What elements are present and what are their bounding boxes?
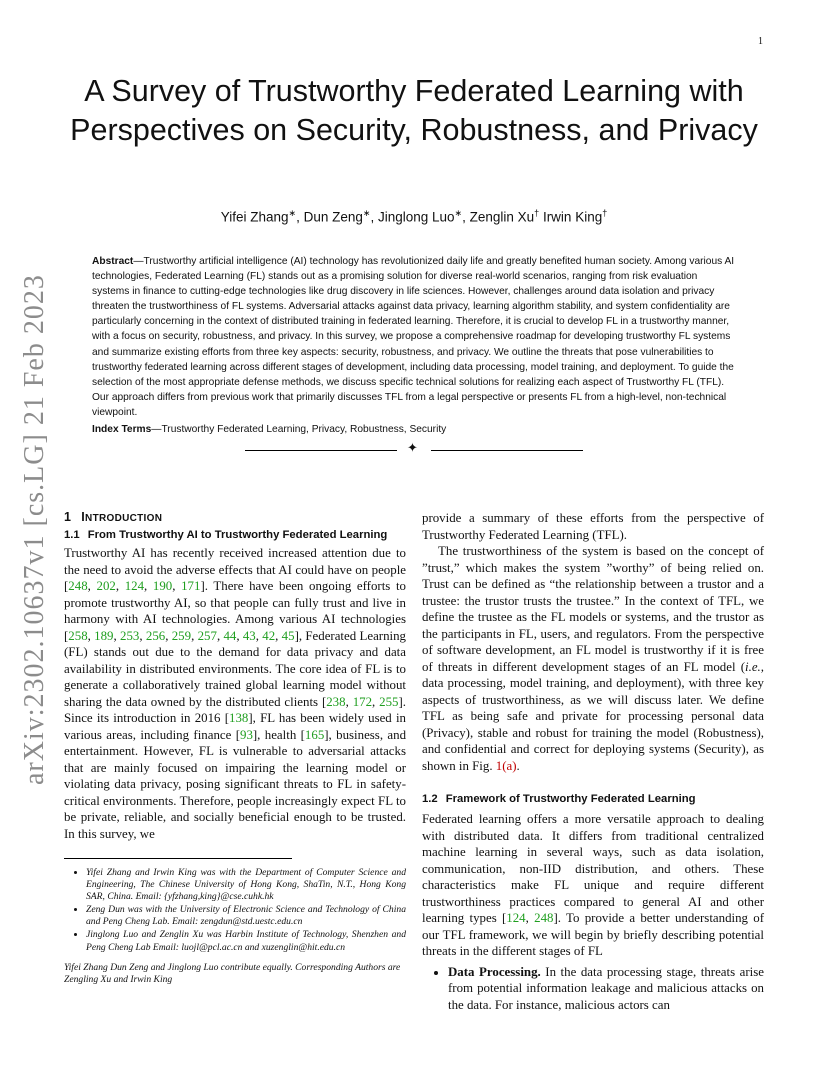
- body-text-run: The trustworthiness of the system is based on the concept of ”trust,” which makes the system ”worthy” of being relied on. Trust can be defined as “the relationship between a trustor and a trustee: the trustor trusts the trustee.” In the context of TFL, we define the trustee as the FL models or systems, and the trustor as the participants in FL, users, and regulators. From the perspective of software development, an FL model is trustworthy if it is free of threats in different development stages of an FL model (: [422, 544, 764, 674]
- citation-link[interactable]: 124: [124, 579, 145, 593]
- paper-title: A Survey of Trustworthy Federated Learning with Perspectives on Security, Robustness, and Privacy: [70, 74, 758, 147]
- index-terms-label: Index Terms: [92, 424, 152, 435]
- body-text-run: ,: [113, 628, 121, 643]
- divider-line-left: [245, 450, 397, 451]
- bullet-text: In the data processing stage, threats arise from potential information leakage and malicious attacks on the data. For instance, malicious actors can: [448, 964, 764, 1012]
- citation-link[interactable]: 248: [534, 911, 554, 925]
- subsection-title: Framework of Trustworthy Federated Learning: [445, 793, 696, 805]
- citation-link[interactable]: 248: [68, 579, 88, 593]
- body-text-run: ,: [115, 579, 125, 593]
- body-text-run: Federated learning offers a more versatile approach to dealing with distributed data. It differs from traditional centralized machine learning in several ways, such as data isolation, communication, non-IID distribution, and others. These characteristics make FL unique and require different trustworthiness practices compared to general AI and other learning types [: [422, 812, 764, 925]
- footnote-list: [64, 867, 406, 954]
- body-text-run: ,: [255, 628, 263, 643]
- section-1-heading: [64, 510, 406, 524]
- footnote-item: • Yifei Zhang and Irwin King was with the Department of Computer Science and Engineering, The Chinese University of Hong Kong, ShaTin, N.T., Hong Kong SAR, China. Email: {yfzhang,king}@cse.cuhk.hk: [86, 867, 406, 903]
- body-text-run: ], health [: [252, 727, 305, 742]
- section-divider: [245, 441, 583, 456]
- author-affiliation-mark: ∗: [454, 208, 463, 218]
- figure-reference-link[interactable]: 1(a): [495, 758, 517, 773]
- body-text-run: .: [516, 758, 520, 773]
- intro-paragraph: [64, 545, 406, 842]
- citation-link[interactable]: 259: [171, 628, 192, 643]
- body-text-run: ,: [345, 694, 353, 709]
- body-text-run: ], FL has been widely used in various areas, including finance [: [64, 711, 406, 742]
- author-name: Dun Zeng: [303, 209, 363, 225]
- footnote-item: • Zeng Dun was with the University of Electronic Science and Technology of China and Peng Cheng Lab. Email: zengdun@std.uestc.edu.cn: [86, 904, 406, 928]
- arxiv-stamp: arXiv:2302.10637v1 [cs.LG] 21 Feb 2023: [19, 274, 50, 786]
- footnote-item: • Jinglong Luo and Zenglin Xu was Harbin Institute of Technology, Shenzhen and Peng Cheng Lab Email: luojl@pcl.ac.cn and xuzenglin@hit.edu.cn: [86, 929, 406, 953]
- intro-paragraph-continued: provide a summary of these efforts from the perspective of Trustworthy Federated Learning (TFL).: [422, 511, 764, 542]
- subsection-1-2-heading: [422, 792, 764, 807]
- index-terms: [92, 422, 735, 437]
- body-text-run: ,: [139, 628, 146, 643]
- equal-contribution-note: Yifei Zhang Dun Zeng and Jinglong Luo contribute equally. Corresponding Authors are Zengling Xu and Irwin King: [64, 961, 401, 985]
- citation-link[interactable]: 202: [96, 579, 116, 593]
- body-text-run: ,: [525, 911, 535, 925]
- right-column: [422, 510, 764, 1013]
- citation-link[interactable]: 190: [152, 579, 173, 593]
- body-text-run: ,: [172, 579, 182, 593]
- citation-link[interactable]: 45: [281, 628, 295, 643]
- body-text-run: ], business, and entertainment. However, FL is vulnerable to adversarial attacks that are mainly focused on impairing the learning model or violating data privacy, posing significant threats to FL in safety-critical environments. Therefore, people increasingly expect FL to be private, reliable, and socially beneficial enough to be trusted. In this survey, we: [64, 727, 407, 841]
- page-number: 1: [758, 36, 763, 47]
- body-text-run: ]. Since its introduction in 2016 [: [64, 694, 406, 725]
- citation-link[interactable]: 138: [229, 711, 249, 725]
- abstract: [92, 254, 735, 420]
- citation-link[interactable]: 255: [379, 694, 399, 709]
- author-affiliation-mark: ∗: [288, 208, 297, 218]
- author-name: Zenglin Xu: [469, 209, 535, 225]
- body-text-run: ,: [87, 579, 97, 593]
- abstract-text: —Trustworthy artificial intelligence (AI) technology has revolutionized daily life and greatly benefited human society. Among various AI technologies, Federated Learning (FL) stands out as a promising solution for diverse real-world scenarios, ranging from risk evaluation systems in finance to cutting-edge technologies like drug discovery in life sciences. However, challenges around data isolation and privacy threaten the trustworthiness of FL systems. Adversarial attacks against data privacy, learning algorithm stability, and system confidentiality are particularly concerning in the context of distributed training in federated learning. Therefore, it is crucial to develop FL in a trustworthy manner, with a focus on security, robustness, and privacy. In this survey, we propose a comprehensive roadmap for developing trustworthy FL systems and summarize existing efforts from three key aspects: security, robustness, and privacy. We outline the threats that pose vulnerabilities to trustworthy federated learning across different stages of development, including data processing, model training, and deployment. To guide the selection of the most appropriate defense methods, we discuss specific technical solutions for realizing each aspect of Trustworthy FL (TFL). Our approach differs from previous work that primarily discusses TFL from a legal perspective or presents FL from a high-level, non-technical viewpoint.: [92, 256, 735, 418]
- body-text-run: ,: [275, 628, 282, 643]
- citation-link[interactable]: 238: [326, 694, 346, 709]
- author-name: Yifei Zhang: [220, 209, 289, 225]
- divider-line-right: [431, 450, 583, 451]
- citation-link[interactable]: 165: [304, 727, 325, 742]
- abstract-label: Abstract: [92, 256, 134, 267]
- citation-link[interactable]: 42: [262, 628, 276, 643]
- left-column: [64, 510, 406, 986]
- framework-paragraph: [422, 811, 764, 960]
- author-list: Yifei Zhang∗, Dun Zeng∗, Jinglong Luo∗, Zenglin Xu† Irwin King†: [220, 208, 608, 225]
- citation-link[interactable]: 93: [240, 727, 253, 742]
- italic-text: i.e.,: [745, 659, 764, 674]
- body-text-run: ,: [87, 628, 95, 643]
- citation-link[interactable]: 43: [242, 628, 256, 643]
- body-text-run: ], Federated Learning (FL) stands out due to the demand for data privacy and data availability in distributed environments. The core idea of FL is to generate a collaboratively trained global learning model without sharing the data owned by the distributed clients [: [64, 628, 406, 709]
- stage-bullet-item: [448, 964, 764, 1014]
- citation-link[interactable]: 257: [197, 628, 217, 643]
- citation-link[interactable]: 44: [223, 628, 237, 643]
- author-affiliation-mark: †: [534, 208, 540, 218]
- body-text-run: data processing, model training, and deployment), with three key aspects of trustworthiness, as we will discuss later. We define TFL as being safe and private for processing personal data (Privacy), stable and robust for training the model (Robustness), and confidential and correct for deploying systems (Security), as shown in Fig.: [422, 676, 764, 773]
- body-text-run: ,: [372, 694, 380, 709]
- footnote-rule: [64, 858, 292, 859]
- body-text-run: ,: [165, 628, 172, 643]
- author-affiliation-mark: ∗: [362, 208, 371, 218]
- subsection-number: 1.2: [422, 793, 438, 805]
- citation-link[interactable]: 256: [145, 628, 166, 643]
- section-title-first-letter: I: [81, 510, 86, 524]
- subsection-number: 1.1: [64, 529, 80, 541]
- subsection-title: From Trustworthy AI to Trustworthy Federated Learning: [87, 529, 388, 541]
- divider-diamond-icon: ✦: [407, 441, 418, 456]
- index-terms-text: —Trustworthy Federated Learning, Privacy, Robustness, Security: [151, 424, 447, 435]
- section-number: 1: [64, 510, 72, 524]
- subsection-1-1-heading: [64, 528, 406, 543]
- author-name: Irwin King: [542, 209, 603, 225]
- body-text-run: ,: [191, 628, 198, 643]
- trustworthiness-paragraph: [422, 543, 764, 774]
- citation-link[interactable]: 189: [94, 628, 114, 643]
- citation-link[interactable]: 172: [352, 694, 373, 709]
- body-text-run: ]. There have been ongoing efforts to promote trustworthy AI, so that people can fully trust and live in harmony with AI technologies. Among various AI technologies [: [64, 579, 406, 643]
- body-text-run: Trustworthy AI has recently received increased attention due to the need to avoid the adverse effects that AI could have on people [: [64, 546, 406, 593]
- citation-link[interactable]: 124: [506, 911, 526, 925]
- author-name: Jinglong Luo: [377, 209, 455, 225]
- section-title-rest: NTRODUCTION: [85, 513, 163, 524]
- body-text-run: ,: [236, 628, 243, 643]
- citation-link[interactable]: 171: [181, 579, 201, 593]
- citation-link[interactable]: 258: [68, 628, 88, 643]
- stage-bullet-list: [422, 964, 764, 1014]
- body-text-run: ]. To provide a better understanding of our TFL framework, we will begin by briefly describing potential threats in the different stages of FL: [422, 911, 764, 958]
- citation-link[interactable]: 253: [120, 628, 140, 643]
- bullet-heading: Data Processing.: [448, 964, 541, 979]
- body-text-run: ,: [144, 579, 153, 593]
- body-text-run: ,: [216, 628, 224, 643]
- author-affiliation-mark: †: [602, 208, 608, 218]
